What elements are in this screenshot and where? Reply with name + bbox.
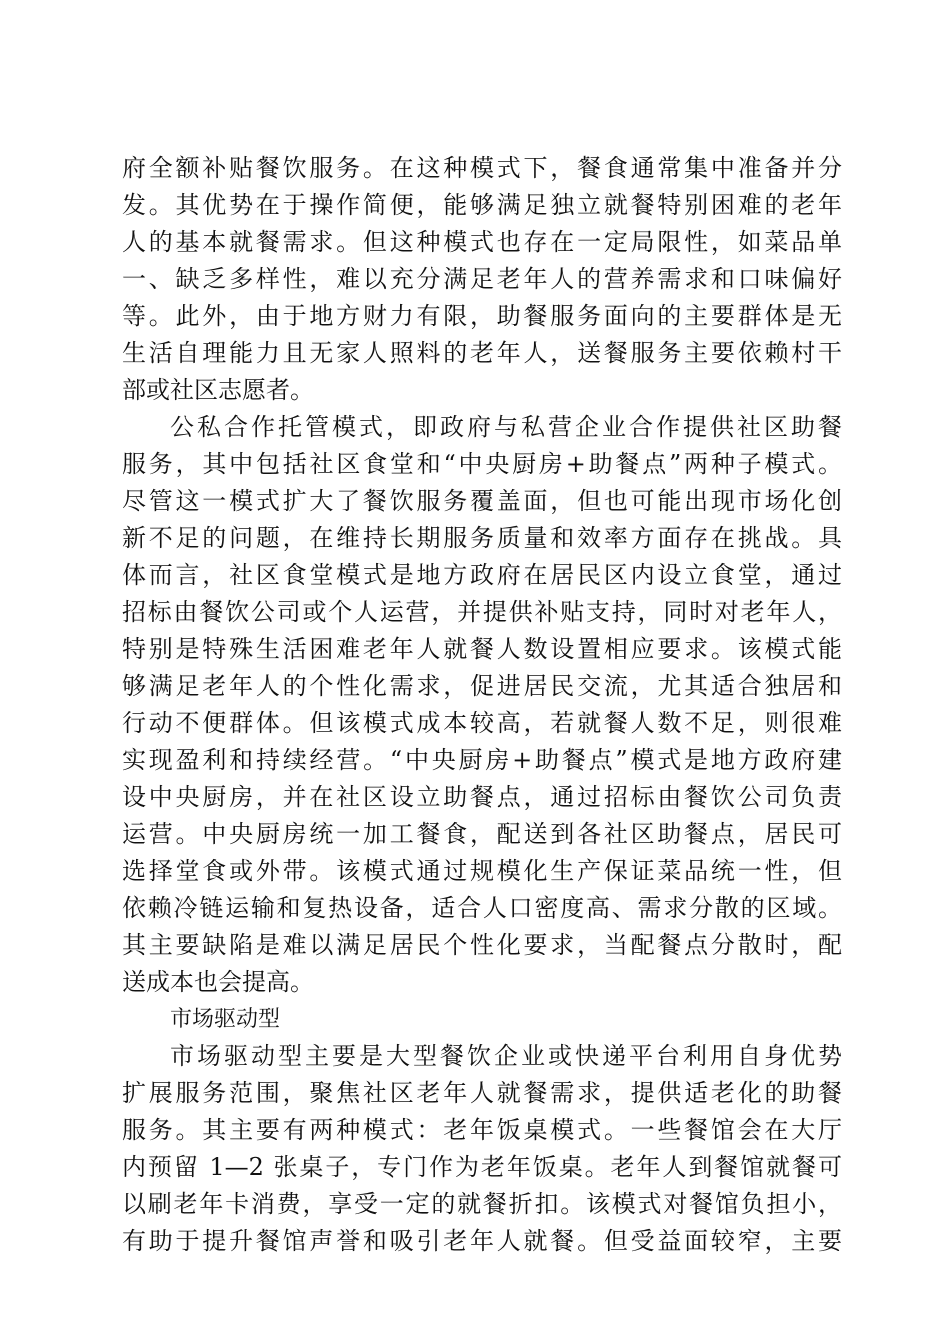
text-line: 送成本也会提高。	[122, 968, 314, 996]
text-line: 实现盈利和持续经营。“中央厨房+助餐点”模式是地方政府建	[122, 746, 842, 774]
text-line: 够满足老年人的个性化需求，促进居民交流，尤其适合独居和	[122, 672, 842, 700]
text-line: 尽管这一模式扩大了餐饮服务覆盖面，但也可能出现市场化创	[122, 487, 842, 515]
text-line: 以刷老年卡消费，享受一定的就餐折扣。该模式对餐馆负担小，	[122, 1190, 842, 1218]
text-line: 内预留 1—2 张桌子，专门作为老年饭桌。老年人到餐馆就餐可	[122, 1153, 842, 1181]
text-line: 扩展服务范围，聚焦社区老年人就餐需求，提供适老化的助餐	[122, 1079, 842, 1107]
paragraph-first-line: 公私合作托管模式，即政府与私营企业合作提供社区助餐	[170, 413, 842, 441]
body-text	[122, 150, 842, 1260]
text-line: 等。此外，由于地方财力有限，助餐服务面向的主要群体是无	[122, 302, 842, 330]
text-line: 人的基本就餐需求。但这种模式也存在一定局限性，如菜品单	[122, 228, 842, 256]
text-line: 依赖冷链运输和复热设备，适合人口密度高、需求分散的区域。	[122, 894, 842, 922]
text-line: 体而言，社区食堂模式是地方政府在居民区内设立食堂，通过	[122, 561, 842, 589]
text-line: 府全额补贴餐饮服务。在这种模式下，餐食通常集中准备并分	[122, 154, 842, 182]
section-heading: 市场驱动型	[170, 1007, 281, 1032]
text-line: 服务。其主要有两种模式：老年饭桌模式。一些餐馆会在大厅	[122, 1116, 842, 1144]
text-line: 运营。中央厨房统一加工餐食，配送到各社区助餐点，居民可	[122, 820, 842, 848]
text-line: 特别是特殊生活困难老年人就餐人数设置相应要求。该模式能	[122, 635, 842, 663]
text-line: 新不足的问题，在维持长期服务质量和效率方面存在挑战。具	[122, 524, 842, 552]
text-line: 选择堂食或外带。该模式通过规模化生产保证菜品统一性，但	[122, 857, 842, 885]
text-line: 行动不便群体。但该模式成本较高，若就餐人数不足，则很难	[122, 709, 842, 737]
text-line: 一、缺乏多样性，难以充分满足老年人的营养需求和口味偏好	[122, 265, 842, 293]
text-line: 其主要缺陷是难以满足居民个性化要求，当配餐点分散时，配	[122, 931, 842, 959]
text-line: 发。其优势在于操作简便，能够满足独立就餐特别困难的老年	[122, 191, 842, 219]
text-line: 生活自理能力且无家人照料的老年人，送餐服务主要依赖村干	[122, 339, 842, 367]
text-line: 部或社区志愿者。	[122, 376, 314, 404]
text-line: 招标由餐饮公司或个人运营，并提供补贴支持，同时对老年人，	[122, 598, 842, 626]
paragraph-first-line: 市场驱动型主要是大型餐饮企业或快递平台利用自身优势	[170, 1042, 842, 1070]
text-line: 服务，其中包括社区食堂和“中央厨房+助餐点”两种子模式。	[122, 450, 842, 478]
text-line: 设中央厨房，并在社区设立助餐点，通过招标由餐饮公司负责	[122, 783, 842, 811]
text-line: 有助于提升餐馆声誉和吸引老年人就餐。但受益面较窄，主要	[122, 1227, 842, 1255]
